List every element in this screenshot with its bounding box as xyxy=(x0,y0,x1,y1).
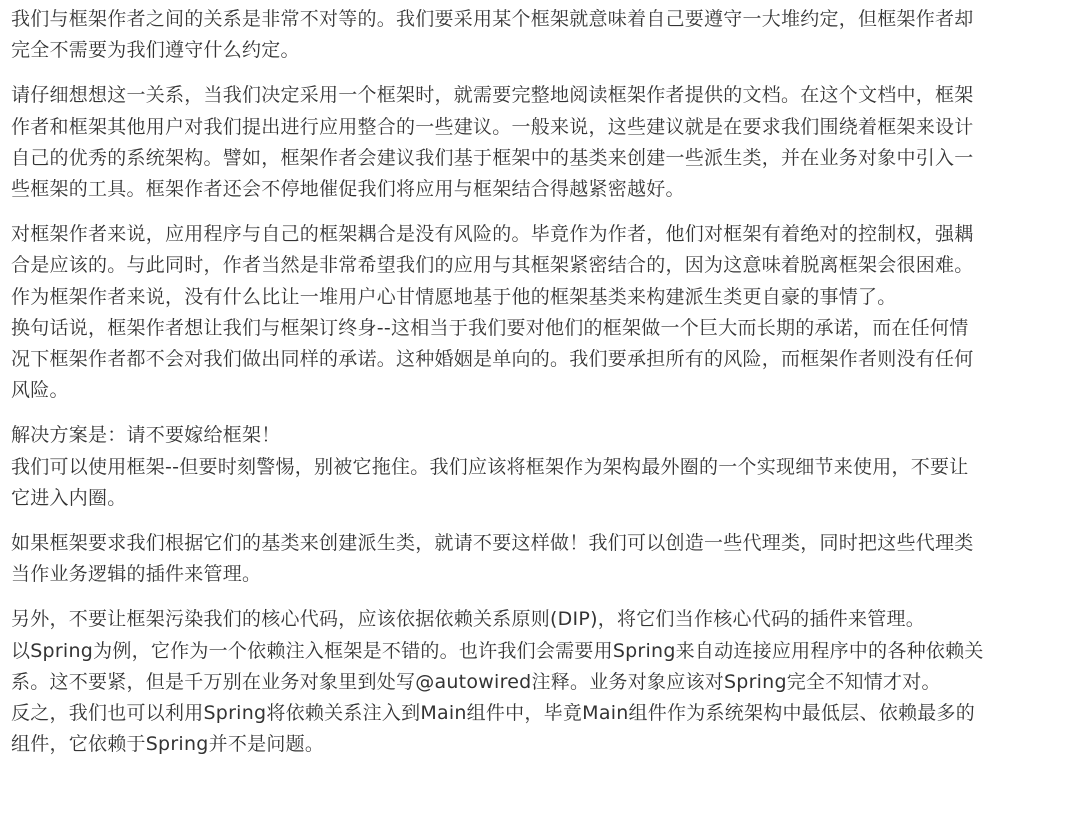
text-line: 换句话说，框架作者想让我们与框架订终身--这相当于我们要对他们的框架做一个巨大而长期的承诺，而在任何情 xyxy=(11,316,969,339)
text-line: 反之，我们也可以利用Spring将依赖关系注入到Main组件中，毕竟Main组件作为系统架构中最低层、依赖最多的 xyxy=(11,702,976,725)
text-line: 对框架作者来说，应用程序与自己的框架耦合是没有风险的。毕竟作为作者，他们对框架有着绝对的控制权，强耦 xyxy=(11,223,974,246)
text-line: 如果框架要求我们根据它们的基类来创建派生类，就请不要这样做！我们可以创造一些代理类，同时把这些代理类 xyxy=(11,532,974,555)
text-line: 况下框架作者都不会对我们做出同样的承诺。这种婚姻是单向的。我们要承担所有的风险，而框架作者则没有任何 xyxy=(11,348,974,371)
paragraph-1 xyxy=(11,4,1070,66)
text-line: 我们与框架作者之间的关系是非常不对等的。我们要采用某个框架就意味着自己要遵守一大堆约定，但框架作者却 xyxy=(11,8,974,30)
text-line: 另外，不要让框架污染我们的核心代码，应该依据依赖关系原则(DIP)，将它们当作核心代码的插件来管理。 xyxy=(11,608,926,631)
text-line: 以Spring为例，它作为一个依赖注入框架是不错的。也许我们会需要用Spring来自动连接应用程序中的各种依赖关 xyxy=(11,639,984,662)
text-line: 风险。 xyxy=(11,379,69,402)
text-line: 完全不需要为我们遵守什么约定。 xyxy=(11,39,300,62)
text-line: 请仔细想想这一关系，当我们决定采用一个框架时，就需要完整地阅读框架作者提供的文档。在这个文档中，框架 xyxy=(11,84,974,107)
text-line: 组件，它依赖于Spring并不是问题。 xyxy=(11,733,325,756)
text-line: 作为框架作者来说，没有什么比让一堆用户心甘情愿地基于他的框架基类来构建派生类更自豪的事情了。 xyxy=(11,285,897,308)
text-line: 合是应该的。与此同时，作者当然是非常希望我们的应用与其框架紧密结合的，因为这意味着脱离框架会很困难。 xyxy=(11,254,974,277)
text-line: 解决方案是：请不要嫁给框架！ xyxy=(11,424,281,447)
paragraph-4 xyxy=(11,420,1070,514)
text-line: 它进入内圈。 xyxy=(11,486,127,509)
text-line: 当作业务逻辑的插件来管理。 xyxy=(11,563,262,586)
text-line: 自己的优秀的系统架构。譬如，框架作者会建议我们基于框架中的基类来创建一些派生类，并在业务对象中引入一 xyxy=(11,146,974,169)
text-line: 我们可以使用框架--但要时刻警惕，别被它拖住。我们应该将框架作为架构最外圈的一个实现细节来使用，不要让 xyxy=(11,455,969,478)
paragraph-5 xyxy=(11,528,1070,590)
text-line: 些框架的工具。框架作者还会不停地催促我们将应用与框架结合得越紧密越好。 xyxy=(11,178,685,201)
paragraph-6 xyxy=(11,604,1070,760)
text-line: 作者和框架其他用户对我们提出进行应用整合的一些建议。一般来说，这些建议就是在要求我们围绕着框架来设计 xyxy=(11,115,974,138)
text-line: 系。这不要紧，但是千万别在业务对象里到处写@autowired注释。业务对象应该对Spring完全不知情才对。 xyxy=(11,670,941,693)
paragraph-3 xyxy=(11,219,1070,406)
paragraph-2 xyxy=(11,80,1070,205)
